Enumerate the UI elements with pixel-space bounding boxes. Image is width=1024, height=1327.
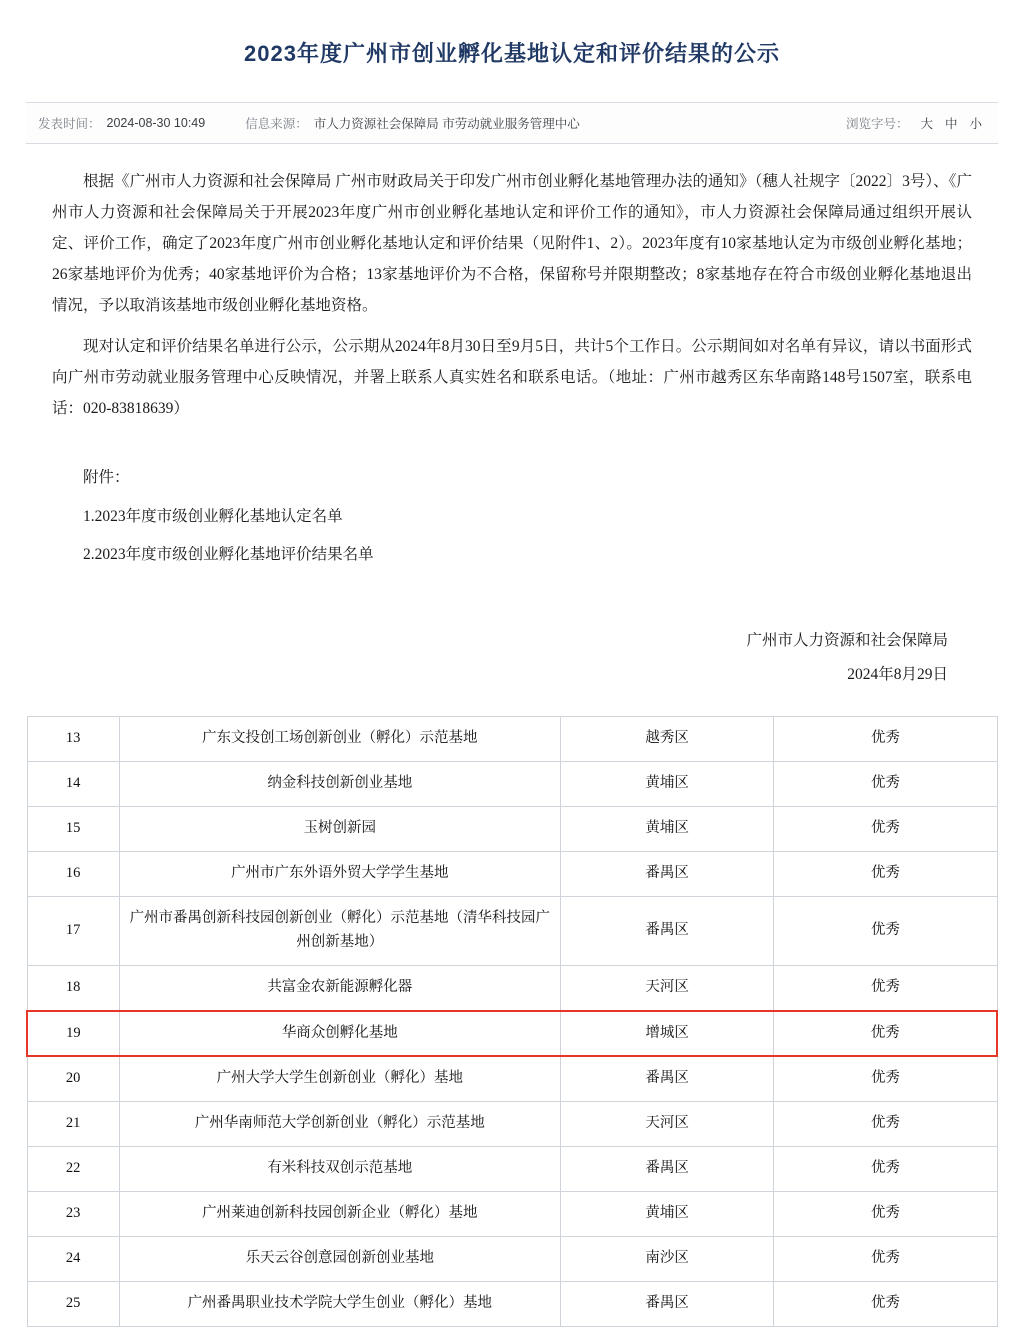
signature-block (0, 572, 1024, 692)
table-row (27, 762, 997, 807)
table-row (27, 1192, 997, 1237)
evaluation-result: 优秀 (774, 806, 997, 851)
attachment-heading: 附件： (83, 469, 130, 487)
evaluation-result: 优秀 (774, 896, 997, 965)
base-name: 纳金科技创新创业基地 (119, 762, 560, 807)
row-index: 19 (27, 1011, 119, 1057)
article-meta-bar (26, 102, 998, 144)
district: 番禺区 (560, 896, 773, 965)
district: 黄埔区 (560, 806, 773, 851)
attachment-item-1: 1.2023年度市级创业孵化基地认定名单 (83, 507, 343, 525)
district: 增城区 (560, 1011, 773, 1057)
base-name: 广东文投创工场创新创业（孵化）示范基地 (119, 717, 560, 762)
result-table-wrapper (0, 692, 1024, 1327)
base-name: 广州大学大学生创新创业（孵化）基地 (119, 1056, 560, 1101)
body-paragraph-2: 现对认定和评价结果名单进行公示，公示期从2024年8月30日至9月5日，共计5个工作日。公示期间如对名单有异议，请以书面形式向广州市劳动就业服务管理中心反映情况，并署上联系人真实姓名和联系电话。（地址：广州市越秀区东华南路148号1507室，联系电话：020-83818639） (52, 338, 972, 418)
district: 黄埔区 (560, 762, 773, 807)
row-index: 16 (27, 851, 119, 896)
evaluation-result: 优秀 (774, 851, 997, 896)
evaluation-result: 优秀 (774, 762, 997, 807)
evaluation-result: 优秀 (774, 1282, 997, 1327)
evaluation-result: 优秀 (774, 1237, 997, 1282)
table-row (27, 1237, 997, 1282)
row-index: 22 (27, 1147, 119, 1192)
source-value: 市人力资源社会保障局 市劳动就业服务管理中心 (313, 117, 580, 132)
signature-date: 2024年8月29日 (847, 666, 948, 683)
evaluation-result: 优秀 (774, 1011, 997, 1057)
base-name: 广州市广东外语外贸大学学生基地 (119, 851, 560, 896)
district: 越秀区 (560, 717, 773, 762)
table-row (27, 1282, 997, 1327)
table-row (27, 1056, 997, 1101)
table-row (27, 806, 997, 851)
table-row (27, 1102, 997, 1147)
base-name: 广州市番禺创新科技园创新创业（孵化）示范基地（清华科技园广州创新基地） (119, 896, 560, 965)
page-title: 2023年度广州市创业孵化基地认定和评价结果的公示 (244, 40, 780, 66)
source-label: 信息来源： (245, 117, 308, 132)
result-table (26, 716, 998, 1327)
district: 番禺区 (560, 1147, 773, 1192)
base-name: 共富金农新能源孵化器 (119, 965, 560, 1010)
row-index: 14 (27, 762, 119, 807)
base-name: 广州华南师范大学创新创业（孵化）示范基地 (119, 1102, 560, 1147)
table-row (27, 851, 997, 896)
attachment-list (0, 434, 1024, 572)
row-index: 25 (27, 1282, 119, 1327)
body-paragraph-1: 根据《广州市人力资源和社会保障局 广州市财政局关于印发广州市创业孵化基地管理办法的通知》（穗人社规字〔2022〕3号）、《广州市人力资源和社会保障局关于开展2023年度广州市创业孵化基地认定和评价工作的通知》，市人力资源社会保障局通过组织开展认定、评价工作，确定了2023年度广州市创业孵化基地认定和评价结果（见附件1、2）。2023年度有10家基地认定为市级创业孵化基地；26家基地评价为优秀；40家基地评价为合格；13家基地评价为不合格，保留称号并限期整改；8家基地存在符合市级创业孵化基地退出情况，予以取消该基地市级创业孵化基地资格。 (52, 173, 972, 315)
district: 番禺区 (560, 1282, 773, 1327)
signature-organization: 广州市人力资源和社会保障局 (746, 631, 948, 649)
result-table-body (27, 717, 997, 1327)
district: 番禺区 (560, 1056, 773, 1101)
district: 天河区 (560, 1102, 773, 1147)
article-body (0, 144, 1024, 424)
table-row (27, 1011, 997, 1057)
district: 番禺区 (560, 851, 773, 896)
row-index: 17 (27, 896, 119, 965)
row-index: 15 (27, 806, 119, 851)
font-size-label: 浏览字号： (845, 117, 909, 132)
evaluation-result: 优秀 (774, 965, 997, 1010)
attachment-item-2: 2.2023年度市级创业孵化基地评价结果名单 (83, 546, 374, 564)
font-size-controls (846, 114, 998, 132)
row-index: 21 (27, 1102, 119, 1147)
base-name: 乐天云谷创意园创新创业基地 (119, 1237, 560, 1282)
table-row (27, 1147, 997, 1192)
row-index: 13 (27, 717, 119, 762)
document-page (0, 15, 1024, 1327)
base-name: 玉树创新园 (119, 806, 560, 851)
evaluation-result: 优秀 (774, 1102, 997, 1147)
row-index: 18 (27, 965, 119, 1010)
evaluation-result: 优秀 (774, 1147, 997, 1192)
base-name: 有米科技双创示范基地 (119, 1147, 560, 1192)
meta-left-group (26, 114, 580, 132)
publish-time-label: 发表时间： (38, 117, 101, 132)
base-name: 广州番禺职业技术学院大学生创业（孵化）基地 (119, 1282, 560, 1327)
publish-time-value: 2024-08-30 10:49 (106, 116, 206, 131)
table-row (27, 896, 997, 965)
font-size-large-button[interactable]: 大 (920, 117, 933, 132)
district: 天河区 (560, 965, 773, 1010)
district: 南沙区 (560, 1237, 773, 1282)
font-size-small-button[interactable]: 小 (969, 117, 982, 132)
evaluation-result: 优秀 (774, 1192, 997, 1237)
table-row (27, 717, 997, 762)
evaluation-result: 优秀 (774, 1056, 997, 1101)
table-row (27, 965, 997, 1010)
base-name: 广州莱迪创新科技园创新企业（孵化）基地 (119, 1192, 560, 1237)
evaluation-result: 优秀 (774, 717, 997, 762)
row-index: 23 (27, 1192, 119, 1237)
district: 黄埔区 (560, 1192, 773, 1237)
base-name: 华商众创孵化基地 (119, 1011, 560, 1057)
row-index: 20 (27, 1056, 119, 1101)
font-size-medium-button[interactable]: 中 (944, 117, 958, 132)
row-index: 24 (27, 1237, 119, 1282)
